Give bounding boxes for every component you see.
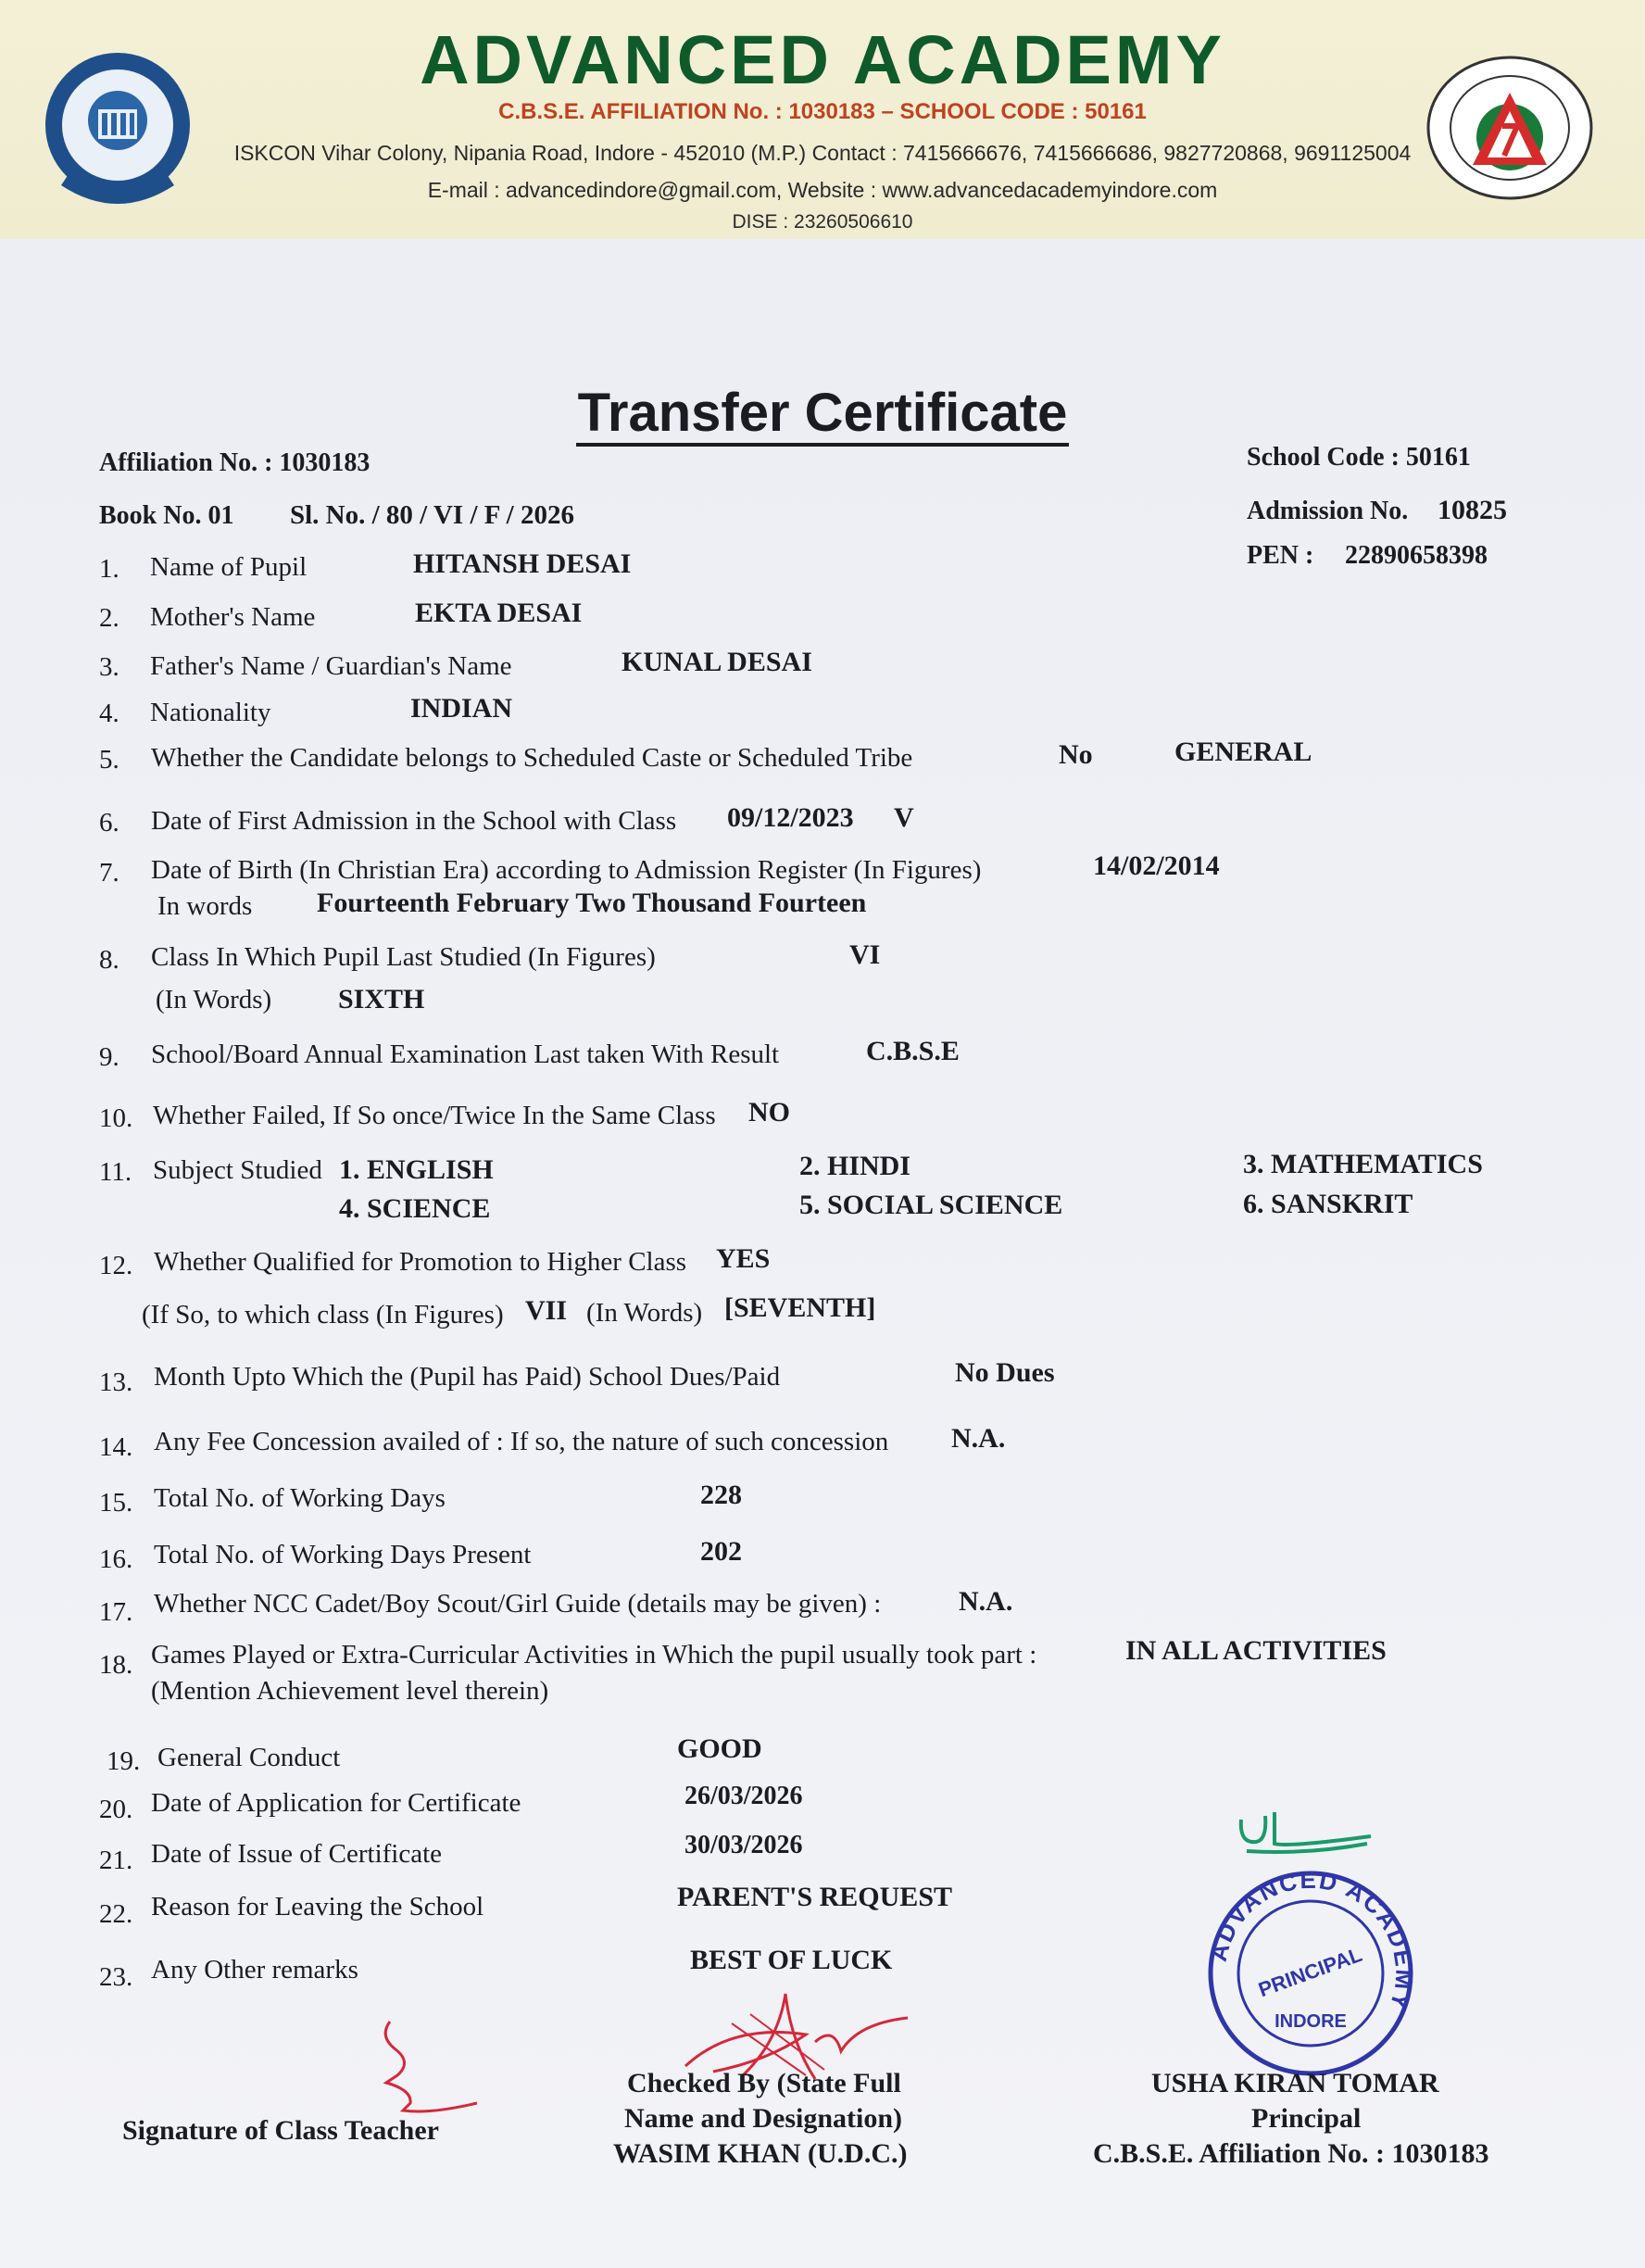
sc-st-value: No	[1059, 739, 1093, 770]
promotion-class-figures: VII	[525, 1295, 568, 1326]
pen-label: PEN :	[1247, 541, 1314, 570]
item-num: 17.	[99, 1597, 133, 1627]
item-label: Date of Application for Certificate	[151, 1788, 521, 1818]
item-num: 22.	[99, 1899, 133, 1929]
stamp-ring-text: ADVANCED ACADEMY	[1203, 1865, 1419, 2015]
dob-words-label: In words	[157, 891, 253, 921]
checked-by-name: WASIM KHAN (U.D.C.)	[613, 2138, 908, 2169]
pupil-name: HITANSH DESAI	[413, 548, 632, 579]
category-value: GENERAL	[1174, 737, 1312, 767]
item-label: Subject Studied	[153, 1155, 322, 1185]
item-num: 20.	[99, 1795, 133, 1824]
subject: 6. SANSKRIT	[1243, 1189, 1413, 1219]
school-logo	[1425, 54, 1595, 202]
pen-value: 22890658398	[1345, 541, 1488, 570]
dob-figures: 14/02/2014	[1093, 850, 1220, 881]
issue-date: 30/03/2026	[684, 1831, 803, 1859]
item-num: 2.	[99, 603, 119, 633]
subject: 2. HINDI	[799, 1151, 911, 1181]
subject: 3. MATHEMATICS	[1243, 1149, 1483, 1179]
concession-value: N.A.	[951, 1423, 1006, 1454]
item-label: Any Other remarks	[151, 1955, 358, 1984]
item-label: Father's Name / Guardian's Name	[150, 651, 512, 681]
svg-text:ADVANCED ACADEMY	[1204, 1866, 1419, 2015]
item-label: Total No. of Working Days Present	[154, 1540, 532, 1569]
item-label: Date of Birth (In Christian Era) according to Admission Register (In Figures)	[151, 855, 982, 885]
affiliation-no: Affiliation No. : 1030183	[99, 448, 370, 477]
checked-by-line2: Name and Designation)	[624, 2103, 903, 2134]
exam-result: C.B.S.E	[866, 1036, 960, 1066]
item-num: 7.	[99, 858, 119, 888]
item-label: Name of Pupil	[150, 552, 308, 582]
item-num: 6.	[99, 808, 119, 838]
principal-title: Principal	[1251, 2103, 1362, 2134]
address-line: ISKCON Vihar Colony, Nipania Road, Indore - 452010 (M.P.) Contact : 7415666676, 7415666686, 9827720868, 9691125004	[233, 141, 1412, 165]
leaving-reason: PARENT'S REQUEST	[677, 1882, 953, 1912]
item-label: General Conduct	[157, 1743, 341, 1772]
last-class-words-label: (In Words)	[156, 985, 272, 1014]
item-label: Whether the Candidate belongs to Scheduled Caste or Scheduled Tribe	[151, 743, 913, 773]
book-no: Book No. 01	[99, 501, 234, 530]
item-label: Games Played or Extra-Curricular Activities in Which the pupil usually took part :	[151, 1640, 1037, 1670]
admission-date: 09/12/2023	[727, 802, 854, 833]
item-num: 21.	[99, 1846, 133, 1875]
dise-line: DISE : 23260506610	[732, 211, 913, 233]
item-num: 16.	[99, 1544, 133, 1574]
item-label: Whether Failed, If So once/Twice In the Same Class	[153, 1101, 716, 1130]
item-label: Whether Qualified for Promotion to Higher Class	[154, 1247, 687, 1277]
item-label: Reason for Leaving the School	[151, 1892, 484, 1922]
days-present: 202	[700, 1536, 742, 1567]
admission-label: Admission No.	[1247, 497, 1409, 525]
promotion-class-label: (If So, to which class (In Figures)	[142, 1300, 504, 1329]
last-class-figures: VI	[849, 939, 881, 970]
affiliation-line: C.B.S.E. AFFILIATION No. : 1030183 – SCHOOL CODE : 50161	[498, 99, 1147, 124]
item-label: Date of Issue of Certificate	[151, 1839, 443, 1869]
item-num: 9.	[99, 1042, 119, 1072]
item-label: Mother's Name	[150, 602, 316, 632]
checked-by-line1: Checked By (State Full	[627, 2068, 901, 2098]
admission-value: 10825	[1438, 495, 1507, 525]
item-label: Class In Which Pupil Last Studied (In Figures)	[151, 942, 656, 972]
dues-value: No Dues	[955, 1357, 1055, 1388]
school-code: School Code : 50161	[1247, 443, 1471, 472]
failed-value: NO	[748, 1097, 790, 1128]
item-num: 13.	[99, 1367, 133, 1397]
stamp-inner-text: PRINCIPAL	[1255, 1942, 1365, 2002]
class-teacher-signature	[375, 2018, 505, 2120]
application-date: 26/03/2026	[684, 1782, 803, 1810]
promotion-value: YES	[716, 1243, 771, 1274]
item-num: 15.	[99, 1488, 133, 1518]
nationality-value: INDIAN	[410, 693, 513, 724]
title-text: Transfer Certificate	[576, 383, 1070, 447]
remarks-value: BEST OF LUCK	[690, 1945, 893, 1975]
school-name: ADVANCED ACADEMY	[420, 21, 1225, 98]
subject: 1. ENGLISH	[339, 1154, 494, 1185]
ncc-value: N.A.	[959, 1586, 1013, 1617]
working-days: 228	[700, 1480, 742, 1510]
item-num: 23.	[99, 1962, 133, 1992]
item-label: Date of First Admission in the School with Class	[151, 806, 677, 836]
item-label: Month Upto Which the (Pupil has Paid) School Dues/Paid	[154, 1362, 781, 1392]
item-label: Nationality	[150, 698, 271, 727]
item-num: 1.	[99, 554, 119, 584]
item-num: 14.	[99, 1432, 133, 1462]
last-class-words: SIXTH	[338, 984, 425, 1014]
item-num: 10.	[99, 1103, 133, 1133]
stamp-city: INDORE	[1275, 2011, 1347, 2032]
item-num: 19.	[107, 1746, 141, 1776]
item-num: 4.	[99, 699, 119, 728]
item-label-2: (Mention Achievement level therein)	[151, 1676, 549, 1706]
activities-value: IN ALL ACTIVITIES	[1125, 1635, 1387, 1666]
page-title	[0, 382, 1645, 444]
dob-words: Fourteenth February Two Thousand Fourteen	[317, 888, 867, 918]
item-label: Whether NCC Cadet/Boy Scout/Girl Guide (details may be given) :	[154, 1589, 882, 1619]
serial-no: Sl. No. / 80 / VI / F / 2026	[290, 500, 574, 530]
promotion-class-words: [SEVENTH]	[724, 1292, 876, 1323]
item-num: 8.	[99, 945, 119, 975]
email-line: E-mail : advancedindore@gmail.com, Website : www.advancedacademyindore.com	[427, 178, 1218, 202]
subject: 4. SCIENCE	[339, 1193, 491, 1224]
item-label: School/Board Annual Examination Last taken With Result	[151, 1040, 780, 1069]
mother-name: EKTA DESAI	[415, 598, 583, 628]
class-teacher-label: Signature of Class Teacher	[122, 2115, 439, 2146]
promotion-words-label: (In Words)	[586, 1298, 703, 1328]
item-num: 5.	[99, 745, 119, 775]
letterhead	[0, 0, 1645, 239]
item-label: Total No. of Working Days	[154, 1483, 446, 1513]
principal-stamp	[1199, 1862, 1422, 2085]
item-num: 12.	[99, 1251, 133, 1280]
item-num: 18.	[99, 1650, 133, 1680]
principal-name: USHA KIRAN TOMAR	[1151, 2068, 1439, 2098]
item-label: Any Fee Concession availed of : If so, the nature of such concession	[154, 1427, 889, 1456]
admission-class: V	[894, 802, 914, 833]
item-num: 11.	[99, 1157, 132, 1187]
principal-affiliation: C.B.S.E. Affiliation No. : 1030183	[1093, 2138, 1489, 2169]
father-name: KUNAL DESAI	[622, 647, 812, 677]
item-num: 3.	[99, 652, 119, 682]
subject: 5. SOCIAL SCIENCE	[799, 1190, 1063, 1220]
conduct-value: GOOD	[677, 1733, 762, 1764]
